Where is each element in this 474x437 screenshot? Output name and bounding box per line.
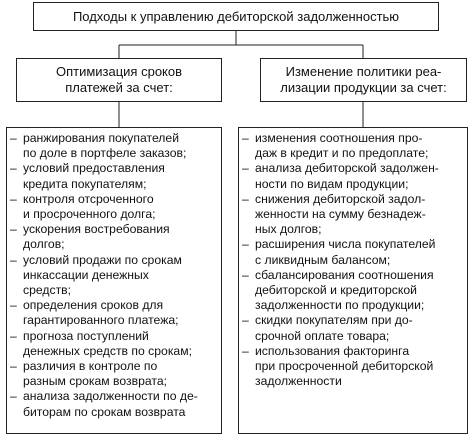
- list-item-text: сбалансирования соотношения дебиторской и кредиторской задолженности по продукции;: [255, 267, 434, 313]
- dash-marker: –: [242, 161, 249, 176]
- dash-marker: –: [242, 191, 249, 206]
- right-list-box: [238, 127, 468, 434]
- list-item: [242, 237, 465, 267]
- list-item: [242, 268, 465, 314]
- list-item: [10, 253, 219, 299]
- list-item-text: скидки покупателям при до- срочной оплате товара;: [255, 313, 413, 343]
- dash-marker: –: [242, 237, 249, 252]
- list-item: [10, 389, 219, 419]
- list-item-text: ранжирования покупателей по доле в портфеле заказов;: [23, 131, 187, 161]
- list-item: [10, 131, 219, 161]
- list-item-text: анализа задолженности по де- биторам по срокам возврата: [23, 389, 198, 419]
- list-item-text: снижения дебиторской задол- женности на сумму безнадеж- ных долгов;: [255, 191, 426, 237]
- list-item: [242, 344, 465, 390]
- dash-marker: –: [10, 389, 17, 404]
- list-item: [10, 192, 219, 222]
- list-item: [242, 192, 465, 238]
- list-item: [10, 222, 219, 252]
- list-item: [10, 161, 219, 191]
- dash-marker: –: [242, 267, 249, 282]
- dash-marker: –: [242, 131, 249, 145]
- title-box: [33, 2, 439, 31]
- list-item: [10, 359, 219, 389]
- left-list-box: [6, 127, 222, 434]
- dash-marker: –: [10, 191, 17, 206]
- list-item-text: использования факторинга при просроченной дебиторской задолженности: [255, 343, 434, 389]
- list-item-text: контроля отсроченного и просроченного долга;: [23, 191, 156, 222]
- right-list: [242, 131, 465, 389]
- dash-marker: –: [10, 222, 17, 237]
- diagram-title: Подходы к управлению дебиторской задолженностью: [72, 9, 400, 24]
- list-item-text: расширения числа покупателей с ликвидным балансом;: [255, 237, 436, 267]
- list-item: [242, 313, 465, 343]
- list-item: [242, 161, 465, 191]
- list-item-text: различия в контроле по разным срокам возврата;: [23, 359, 167, 389]
- list-item: [242, 131, 465, 161]
- list-item-text: анализа дебиторской задолжен- ности по видам продукции;: [255, 161, 439, 191]
- dash-marker: –: [10, 131, 17, 145]
- dash-marker: –: [10, 252, 17, 267]
- right-heading: Изменение политики реа- лизации продукции за счет:: [280, 64, 447, 95]
- left-heading: Оптимизация сроков платежей за счет:: [55, 64, 183, 95]
- dash-marker: –: [242, 343, 249, 358]
- list-item: [10, 298, 219, 328]
- list-item: [10, 329, 219, 359]
- dash-marker: –: [10, 298, 17, 313]
- list-item-text: определения сроков для гарантированного платежа;: [23, 298, 179, 328]
- left-list: [10, 131, 219, 420]
- left-heading-box: [16, 58, 222, 102]
- dash-marker: –: [10, 328, 17, 343]
- dash-marker: –: [10, 161, 17, 176]
- list-item-text: условий продажи по срокам инкассации денежных средств;: [23, 252, 182, 298]
- dash-marker: –: [10, 359, 17, 374]
- dash-marker: –: [242, 313, 249, 328]
- list-item-text: прогноза поступлений денежных средств по срокам;: [23, 328, 192, 358]
- list-item-text: изменения соотношения про- даж в кредит и по предоплате;: [255, 131, 429, 161]
- right-heading-box: [260, 58, 467, 102]
- list-item-text: ускорения востребования долгов;: [23, 222, 170, 252]
- list-item-text: условий предоставления кредита покупателям;: [23, 161, 165, 191]
